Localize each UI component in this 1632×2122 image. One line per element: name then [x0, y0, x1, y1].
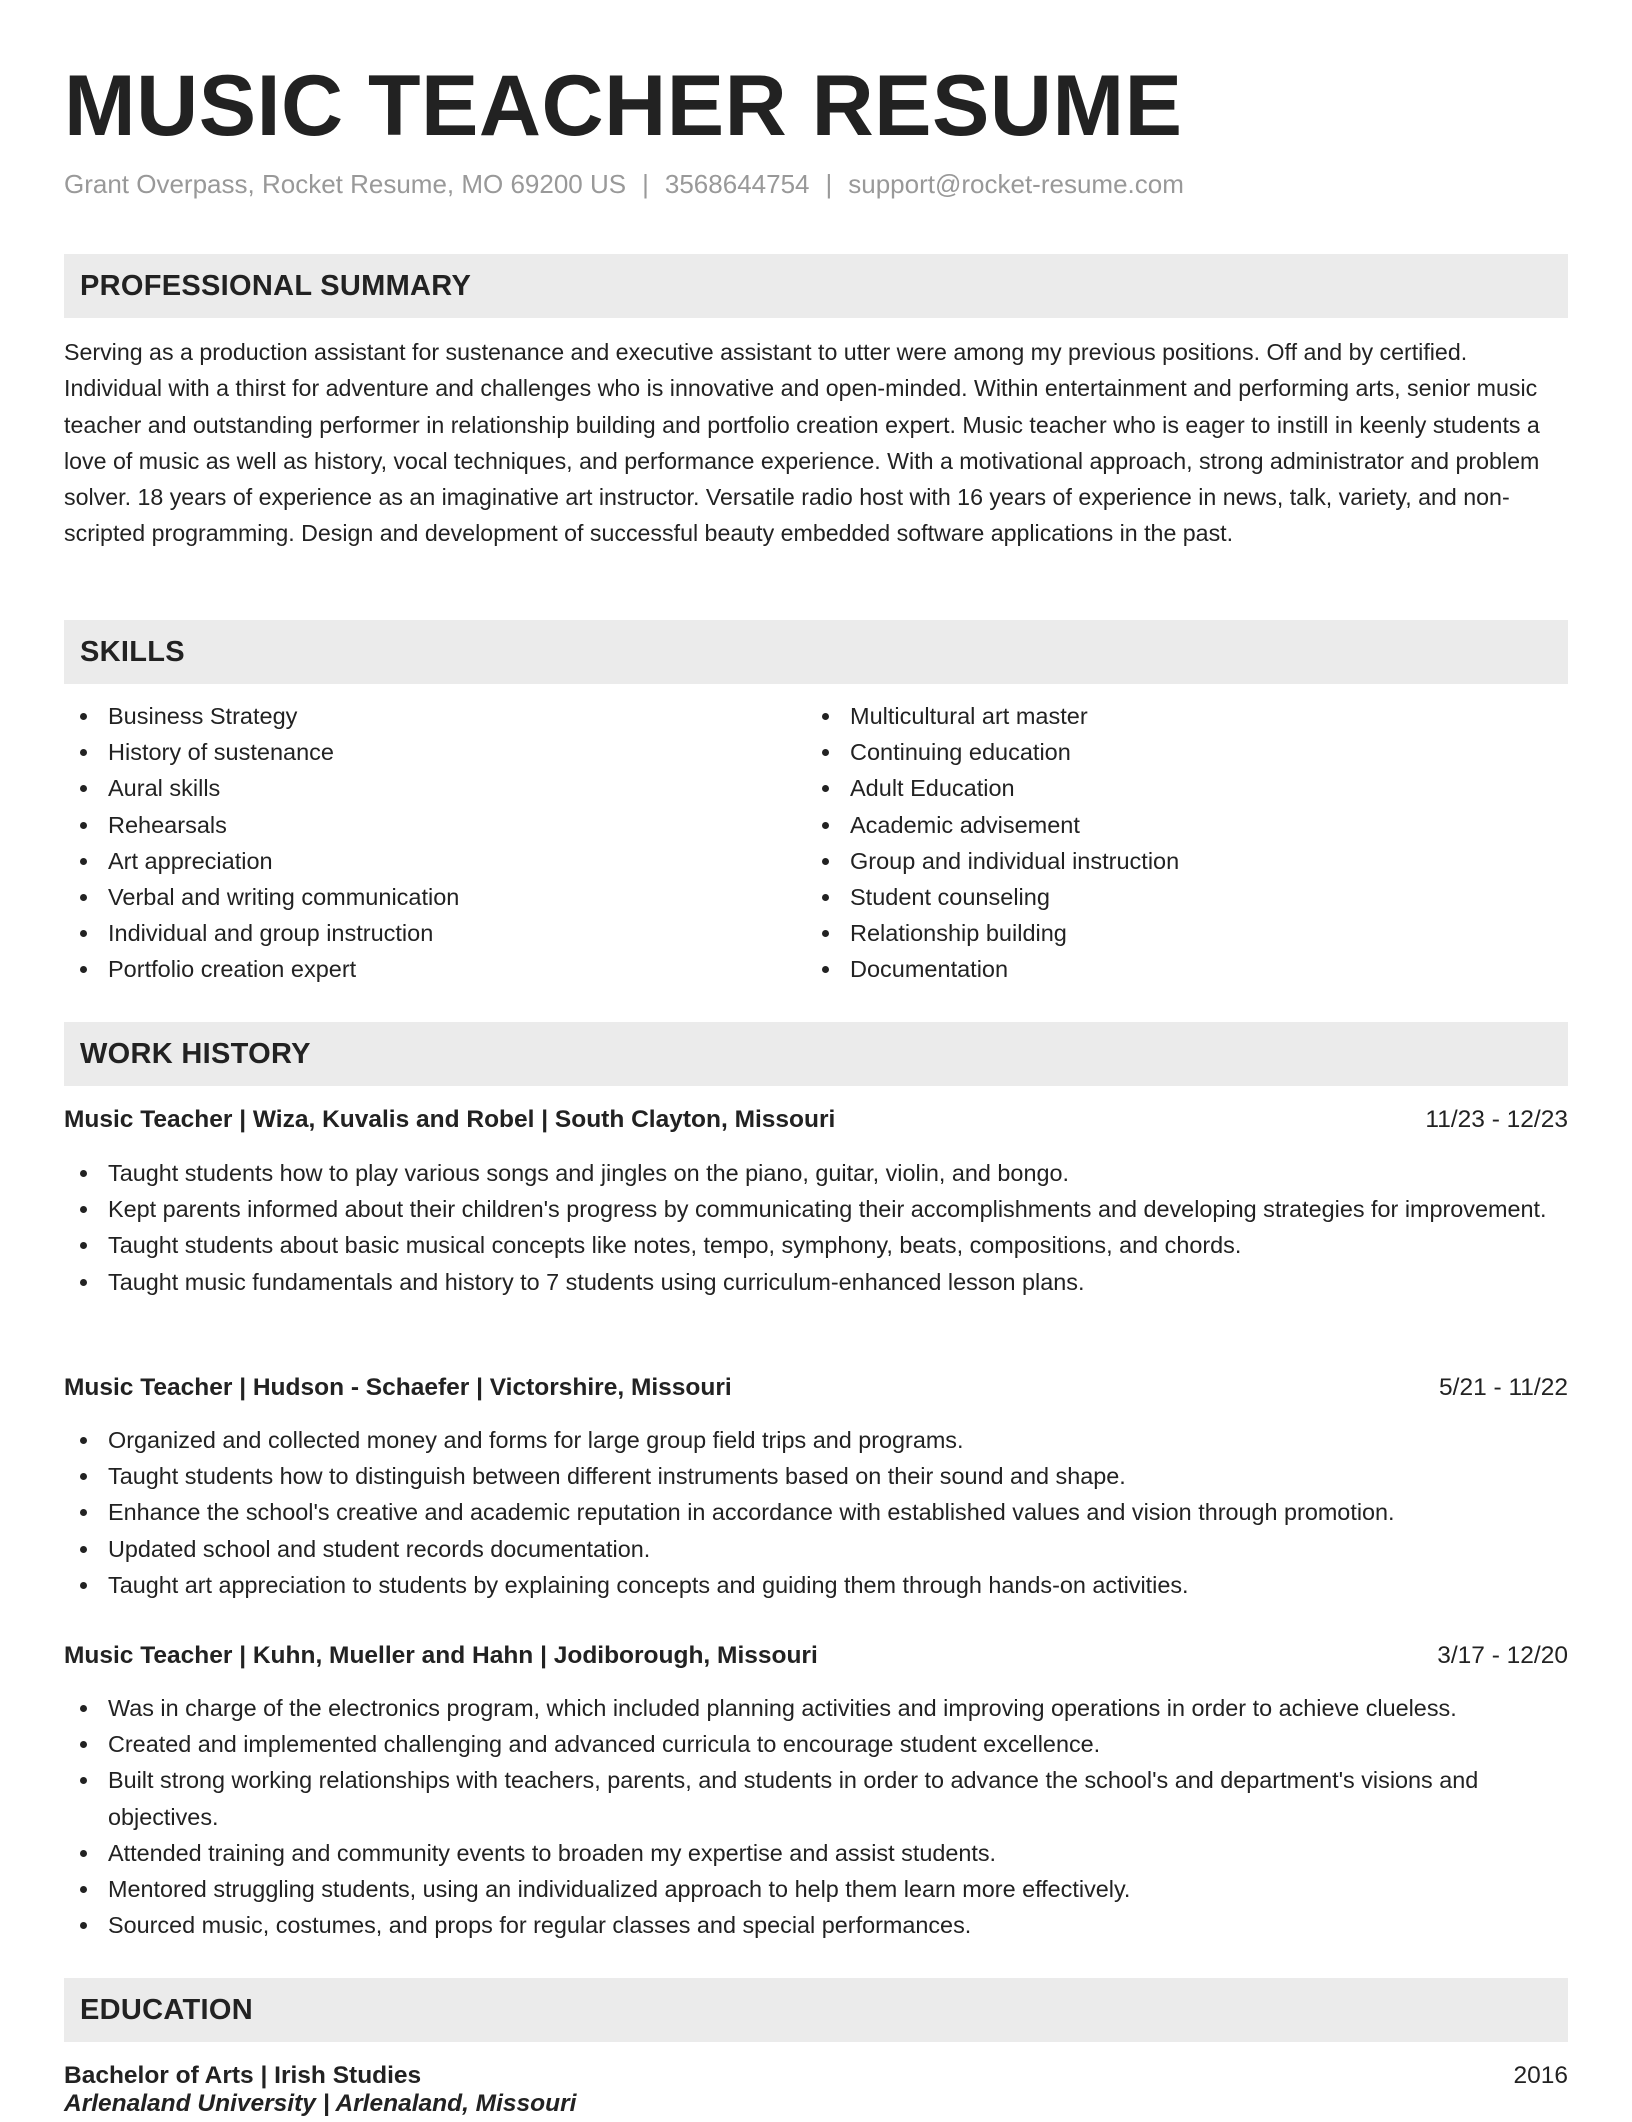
skill-item: Academic advisement	[806, 807, 1179, 843]
job-bullet: Kept parents informed about their children's progress by communicating their accomplishments and developing strategies for improvement.	[64, 1191, 1568, 1227]
job-bullet: Taught students how to distinguish between different instruments based on their sound and shape.	[64, 1458, 1568, 1494]
section-heading: PROFESSIONAL SUMMARY	[80, 270, 472, 302]
skill-item: Aural skills	[64, 770, 459, 806]
section-heading: WORK HISTORY	[80, 1038, 311, 1070]
job-bullet: Created and implemented challenging and advanced curricula to encourage student excellence.	[64, 1726, 1568, 1762]
job-bullet: Sourced music, costumes, and props for regular classes and special performances.	[64, 1907, 1568, 1943]
job-title: Music Teacher | Kuhn, Mueller and Hahn | Jodiborough, Missouri	[64, 1642, 818, 1669]
skills-list-right	[806, 698, 1179, 988]
contact-email: support@rocket-resume.com	[848, 169, 1184, 199]
job-bullets	[64, 1422, 1568, 1603]
job-dates: 3/17 - 12/20	[1437, 1642, 1568, 1669]
job-header	[64, 1102, 1568, 1138]
skills-section-header	[64, 620, 1568, 684]
skill-item: Portfolio creation expert	[64, 951, 459, 987]
job-bullet: Attended training and community events to broaden my expertise and assist students.	[64, 1835, 1568, 1871]
job-bullet: Built strong working relationships with teachers, parents, and students in order to advance the school's and department's visions and objectives.	[64, 1762, 1568, 1834]
job-dates: 11/23 - 12/23	[1425, 1106, 1568, 1133]
job-dates: 5/21 - 11/22	[1439, 1374, 1568, 1401]
skill-item: Documentation	[806, 951, 1179, 987]
skill-item: Verbal and writing communication	[64, 879, 459, 915]
skill-item: Group and individual instruction	[806, 843, 1179, 879]
contact-phone: 3568644754	[664, 169, 810, 199]
summary-section-header	[64, 254, 1568, 318]
skill-item: Student counseling	[806, 879, 1179, 915]
work-section-header	[64, 1022, 1568, 1086]
education-section-header	[64, 1978, 1568, 2042]
skill-item: Adult Education	[806, 770, 1179, 806]
skill-item: Rehearsals	[64, 807, 459, 843]
resume-title: MUSIC TEACHER RESUME	[64, 58, 1183, 154]
section-heading: EDUCATION	[80, 1994, 253, 2026]
job-title: Music Teacher | Hudson - Schaefer | Victorshire, Missouri	[64, 1374, 732, 1401]
job-bullets	[64, 1690, 1568, 1943]
skill-item: Continuing education	[806, 734, 1179, 770]
job-title: Music Teacher | Wiza, Kuvalis and Robel | South Clayton, Missouri	[64, 1106, 836, 1133]
skill-item: History of sustenance	[64, 734, 459, 770]
skills-list-left	[64, 698, 459, 988]
job-header	[64, 1638, 1568, 1674]
job-bullet: Mentored struggling students, using an individualized approach to help them learn more effectively.	[64, 1871, 1568, 1907]
job-bullet: Taught music fundamentals and history to 7 students using curriculum-enhanced lesson plans.	[64, 1264, 1568, 1300]
job-bullet: Was in charge of the electronics program, which included planning activities and improving operations in order to achieve clueless.	[64, 1690, 1568, 1726]
summary-text: Serving as a production assistant for sustenance and executive assistant to utter were among my previous positions. Off and by certified. Individual with a thirst for adventure and challenges who is innovative and open-minded. Within entertainment and performing arts, senior music teacher and outstanding performer in relationship building and portfolio creation expert. Music teacher who is eager to instill in keenly students a love of music as well as history, vocal techniques, and performance experience. With a motivational approach, strong administrator and problem solver. 18 years of experience as an imaginative art instructor. Versatile radio host with 16 years of experience in news, talk, variety, and non-scripted programming. Design and development of successful beauty embedded software applications in the past.	[64, 339, 1540, 547]
education-degree: Bachelor of Arts | Irish Studies	[64, 2062, 422, 2089]
skill-item: Art appreciation	[64, 843, 459, 879]
contact-separator: |	[825, 169, 833, 199]
job-bullet: Organized and collected money and forms for large group field trips and programs.	[64, 1422, 1568, 1458]
job-bullet: Enhance the school's creative and academic reputation in accordance with established values and vision through promotion.	[64, 1494, 1568, 1530]
job-bullet: Taught students about basic musical concepts like notes, tempo, symphony, beats, compositions, and chords.	[64, 1227, 1568, 1263]
job-bullet: Updated school and student records documentation.	[64, 1531, 1568, 1567]
job-bullet: Taught students how to play various songs and jingles on the piano, guitar, violin, and bongo.	[64, 1155, 1568, 1191]
skill-item: Multicultural art master	[806, 698, 1179, 734]
contact-line	[64, 166, 1184, 202]
section-heading: SKILLS	[80, 636, 185, 668]
skill-item: Relationship building	[806, 915, 1179, 951]
skill-item: Individual and group instruction	[64, 915, 459, 951]
education-year: 2016	[1513, 2062, 1568, 2089]
contact-separator: |	[642, 169, 649, 199]
education-school: Arlenaland University | Arlenaland, Missouri	[64, 2090, 577, 2117]
job-bullet: Taught art appreciation to students by explaining concepts and guiding them through hands-on activities.	[64, 1567, 1568, 1603]
job-bullets	[64, 1155, 1568, 1300]
job-header	[64, 1370, 1568, 1406]
contact-address: Grant Overpass, Rocket Resume, MO 69200 US	[64, 169, 627, 199]
skill-item: Business Strategy	[64, 698, 459, 734]
